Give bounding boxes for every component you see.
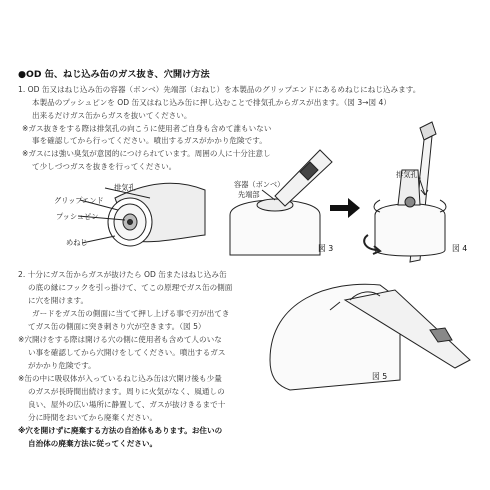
section2-line-10: のガスが長時間出続けます。周りに火気がなく、風通しの [28,387,225,396]
fig4-label: 図 4 [452,244,468,253]
fig3-illustration [230,150,332,255]
label-exhaust-fig4: 排気孔 [396,170,418,179]
arrow-right-icon [330,198,360,218]
section2-line-11: 良い、屋外の広い場所に静置して、ガスが抜けきるまで十 [28,400,226,409]
section2-line-7: い事を確認してから穴開けをしてください。噴出するガス [28,348,226,357]
label-tip: 先端部 [238,190,260,199]
label-female-thread: めねじ [66,238,88,247]
fig5-label: 図 5 [372,372,388,381]
page-title: ●OD 缶、ねじ込み缶のガス抜き、穴開け方法 [18,69,210,80]
section2-line-3: に穴を開けます。 [28,296,89,305]
section1-line-2: 本製品のプッシュピンを OD 缶又はねじ込み缶に押し込むことで排気孔からガスが出ます。（図 3→図 4） [32,98,391,107]
section1-line-7: て少しづつガスを抜きを行ってください。 [32,162,177,171]
section2-line-9: ※缶の中に吸収体が入っているねじ込み缶は穴開け後も少量 [18,374,222,383]
label-push-pin: プッシュピン [56,212,99,221]
section2-line-2: の底の縁にフックを引っ掛けて、てこの原理でガス缶の側面 [28,283,233,292]
section2-line-12: 分に時間をおいてから廃棄ください。 [28,413,158,422]
section2-line-5: てガス缶の側面に突き刺さり穴が空きます。（図 5） [28,322,206,331]
section1-line-4: ※ガス抜きをする際は排気孔の向こうに使用者ご自身も含めて誰もいない [22,124,272,133]
section1-line-6: ※ガスには強い臭気が意図的につけられています。周囲の人に十分注意し [22,149,271,158]
label-container: 容器（ボンベ） [234,180,285,189]
section1-line-5: 事を確認してから行ってください。噴出するガスがかかり危険です。 [32,136,267,145]
section2-note-1: ※穴を開けずに廃棄する方法の自治体もあります。お住いの [18,426,223,435]
fig3-label: 図 3 [318,244,334,253]
section2-line-4: ガードをガス缶の側面に当てて押し上げる事で刃が出てき [32,309,230,318]
section1-line-1: 1. OD 缶又はねじ込み缶の容器（ボンベ）先端部（おねじ）を本製品のグリップエンドにあるめねじにねじ込みます。 [18,85,421,94]
section2-note-2: 自治体の廃棄方法に従ってください。 [28,439,158,448]
section2-line-8: がかかり危険です。 [28,361,96,370]
section2-line-1: 2. 十分にガス缶からガスが抜けたら OD 缶またはねじ込み缶 [18,270,227,279]
section2-line-6: ※穴開けをする際は開ける穴の側に使用者も含めて人のいな [18,335,222,344]
label-grip-end: グリップエンド [54,196,104,205]
fig4-illustration [364,170,446,256]
label-exhaust-left: 排気孔 [114,183,136,192]
fig5-illustration [270,284,470,390]
section1-line-3: 出来るだけガス缶からガスを抜いてください。 [32,111,192,120]
